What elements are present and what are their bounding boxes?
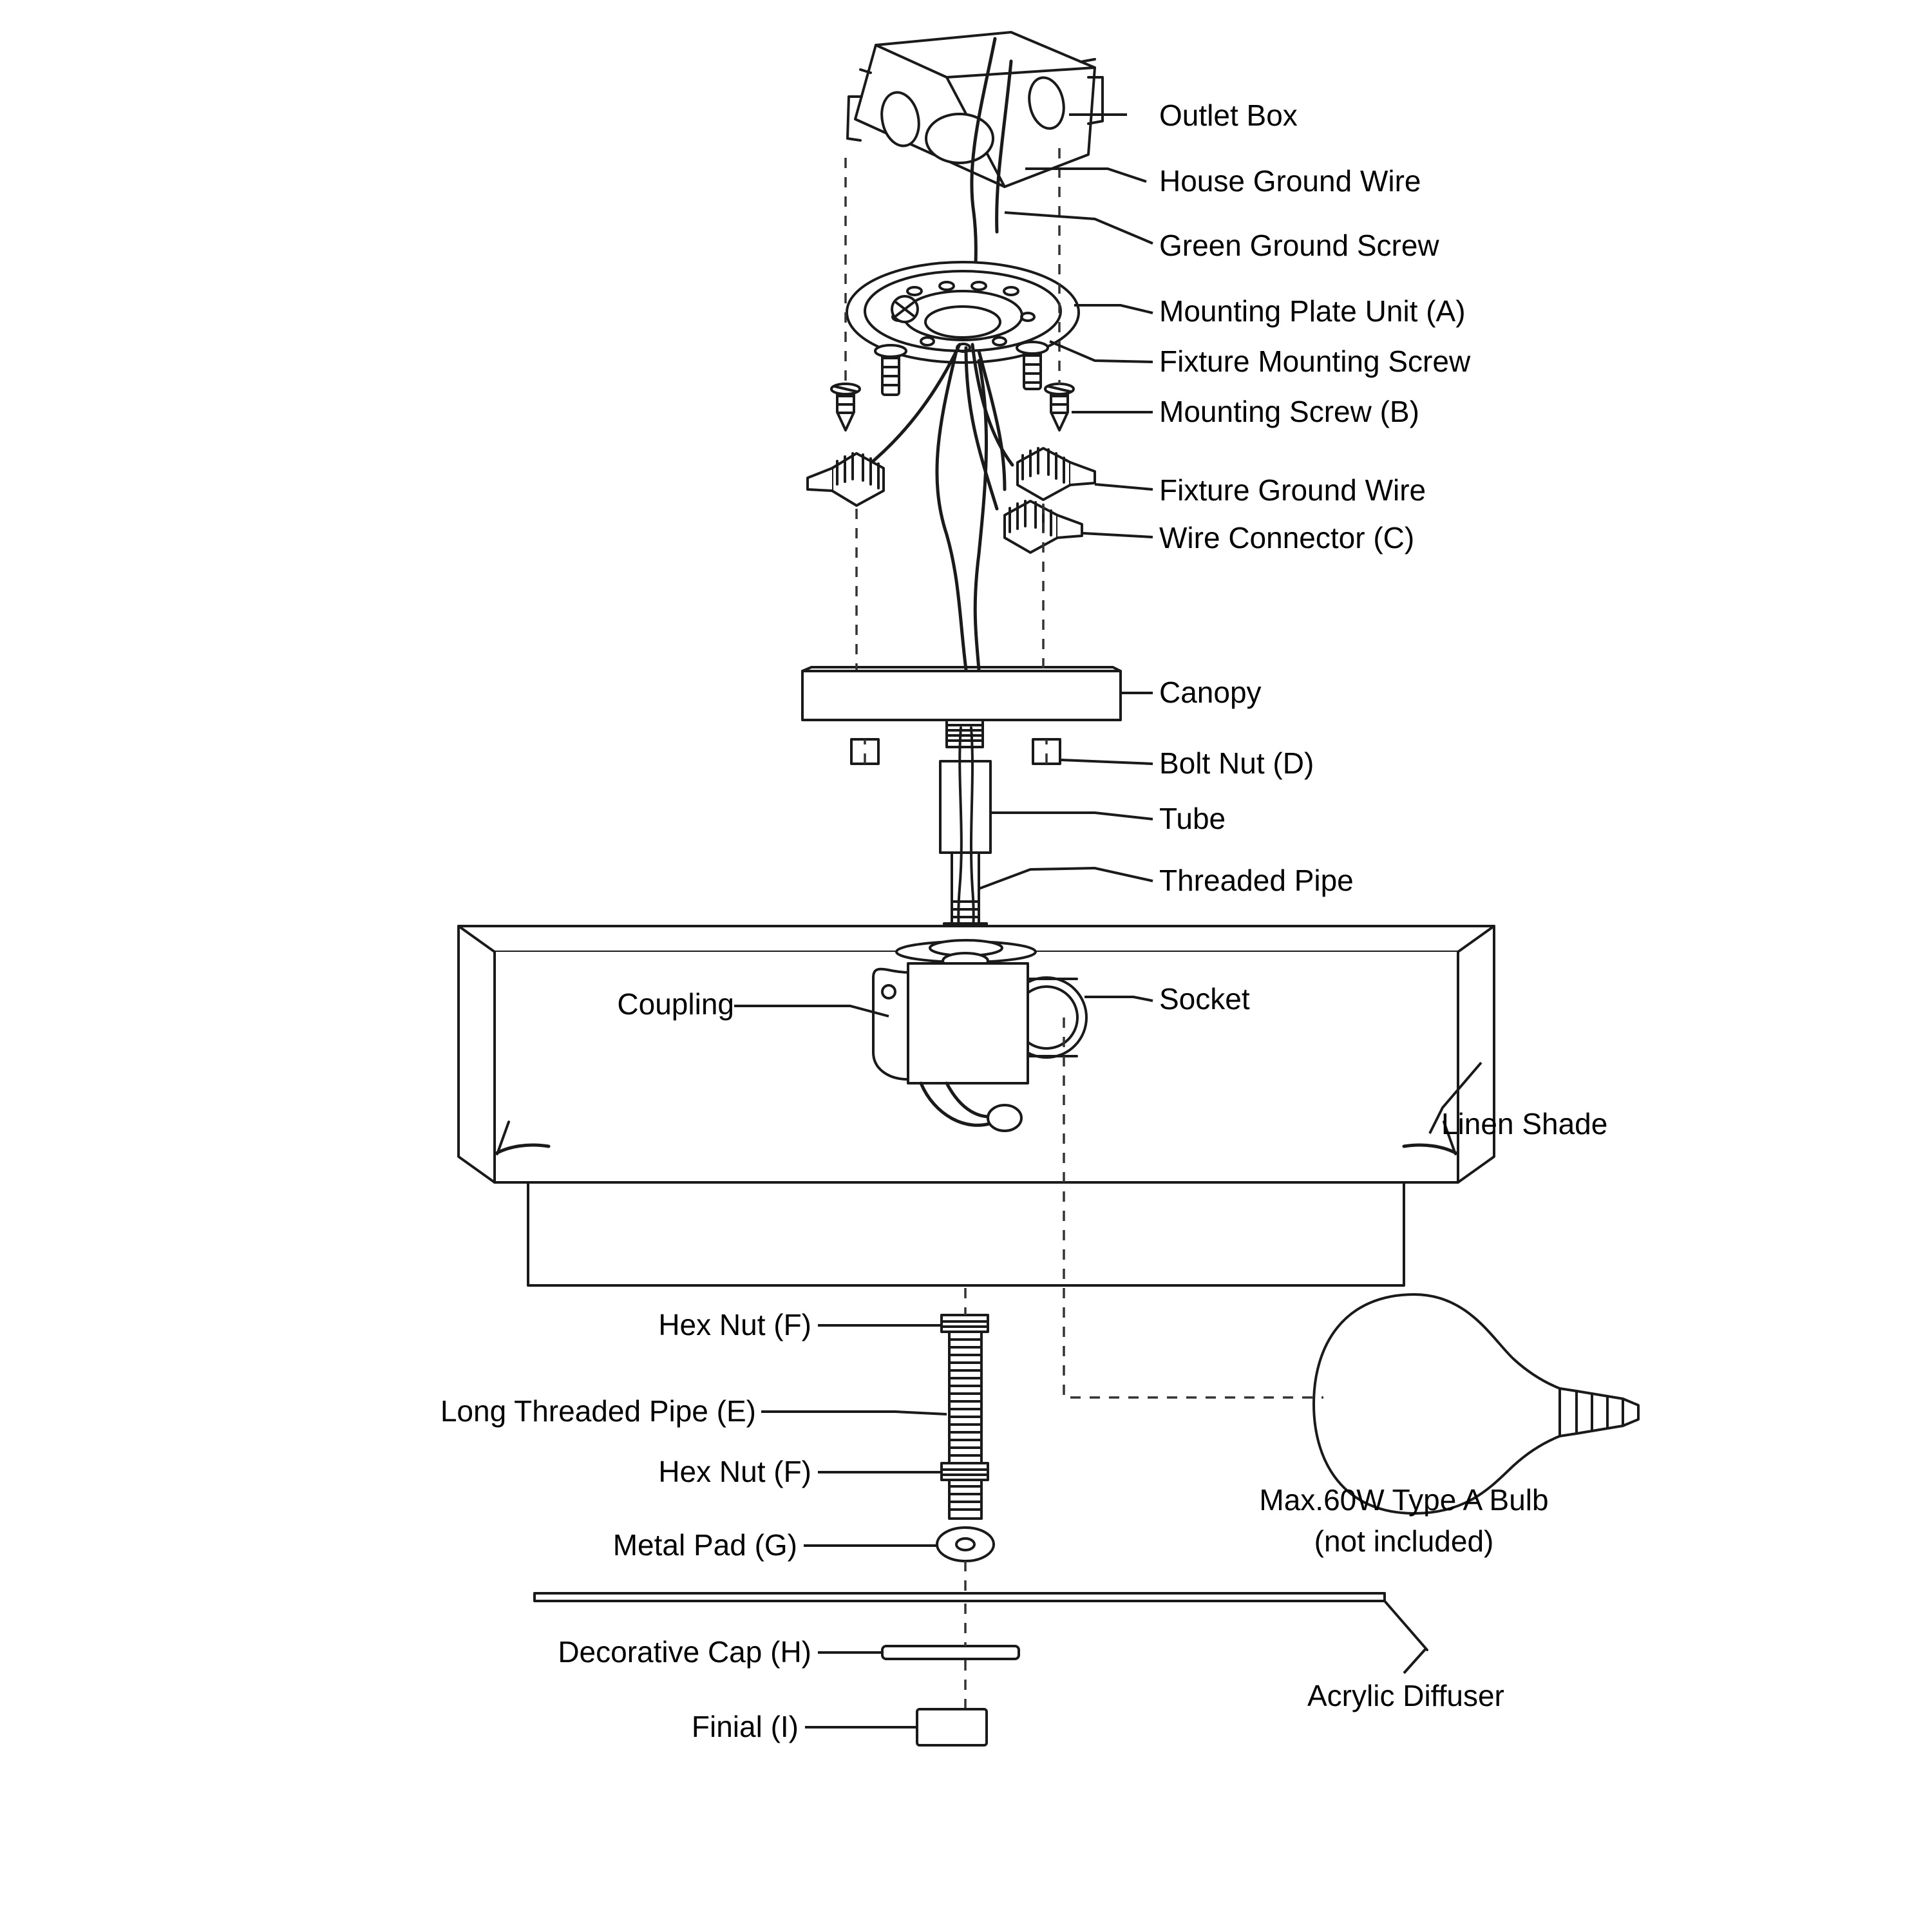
label-linen-shade: Linen Shade <box>1441 1107 1608 1141</box>
label-tube: Tube <box>1159 802 1226 835</box>
label-coupling: Coupling <box>617 987 734 1021</box>
mounting-plate-drawing <box>847 262 1079 395</box>
label-threaded-pipe: Threaded Pipe <box>1159 864 1354 897</box>
decorative-cap-drawing <box>882 1646 1019 1659</box>
long-threaded-pipe-drawing <box>937 1315 994 1561</box>
wire-connector-drawing-right <box>1018 448 1095 500</box>
label-bolt-nut-d: Bolt Nut (D) <box>1159 746 1314 780</box>
label-acrylic-diffuser: Acrylic Diffuser <box>1307 1679 1504 1712</box>
label-bulb-line1: Max.60W Type A Bulb <box>1259 1483 1549 1517</box>
label-mounting-screw-b: Mounting Screw (B) <box>1159 395 1419 428</box>
label-bulb-line2: (not included) <box>1314 1524 1494 1558</box>
light-bulb-drawing <box>1314 1294 1638 1513</box>
label-fixture-mounting-screw: Fixture Mounting Screw <box>1159 345 1471 378</box>
mounting-screw-b-drawing-2 <box>1045 384 1074 430</box>
label-outlet-box: Outlet Box <box>1159 99 1298 132</box>
canopy-collar-drawing <box>947 720 983 747</box>
finial-drawing <box>917 1709 987 1745</box>
label-hex-nut-f-top: Hex Nut (F) <box>658 1308 811 1341</box>
outlet-box-drawing <box>848 32 1103 187</box>
label-decorative-cap-h: Decorative Cap (H) <box>558 1635 811 1669</box>
mounting-screw-b-drawing <box>831 384 860 430</box>
label-finial-i: Finial (I) <box>691 1710 799 1743</box>
label-fixture-ground-wire: Fixture Ground Wire <box>1159 473 1426 507</box>
label-green-ground-screw: Green Ground Screw <box>1159 229 1439 262</box>
label-metal-pad-g: Metal Pad (G) <box>612 1528 797 1562</box>
label-socket: Socket <box>1159 982 1250 1016</box>
canopy-drawing <box>802 667 1121 720</box>
label-hex-nut-f-bottom: Hex Nut (F) <box>658 1455 811 1488</box>
wire-connector-drawing-left <box>808 453 884 506</box>
label-long-threaded-pipe-e: Long Threaded Pipe (E) <box>440 1394 756 1428</box>
tube-drawing <box>940 761 990 853</box>
label-wire-connector-c: Wire Connector (C) <box>1159 521 1415 554</box>
label-canopy: Canopy <box>1159 676 1262 709</box>
label-house-ground-wire: House Ground Wire <box>1159 164 1421 198</box>
label-mounting-plate-unit: Mounting Plate Unit (A) <box>1159 294 1466 328</box>
